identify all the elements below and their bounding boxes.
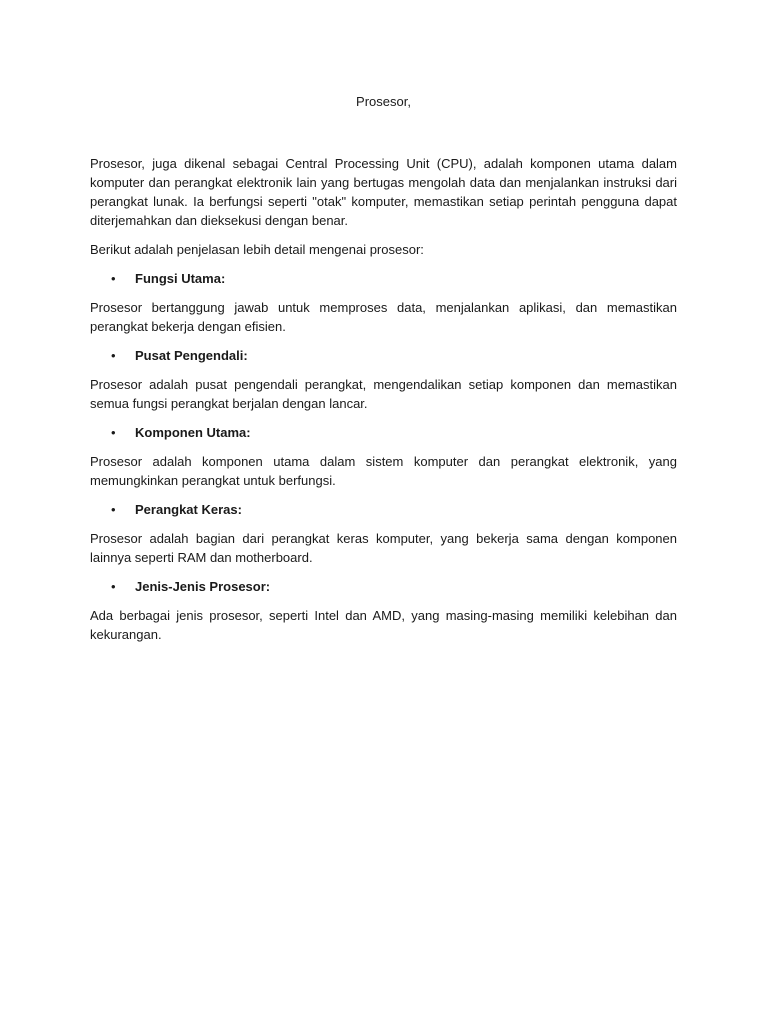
section-heading-label: Fungsi Utama: bbox=[135, 271, 226, 286]
document-body bbox=[90, 92, 677, 654]
bullet-icon: • bbox=[111, 425, 116, 440]
section-paragraph-pusat-pengendali: Prosesor adalah pusat pengendali perangkat, mengendalikan setiap komponen dan memastikan semua fungsi perangkat berjalan dengan lancar. bbox=[90, 377, 677, 411]
intro-paragraph: Prosesor, juga dikenal sebagai Central Processing Unit (CPU), adalah komponen utama dalam komputer dan perangkat elektronik lain yang bertugas mengolah data dan menjalankan instruksi dari perangkat lunak. Ia berfungsi seperti "otak" komputer, memastikan setiap perintah pengguna dapat diterjemahkan dan dieksekusi dengan benar. bbox=[90, 156, 677, 228]
section-paragraph-perangkat-keras: Prosesor adalah bagian dari perangkat keras komputer, yang bekerja sama dengan komponen lainnya seperti RAM dan motherboard. bbox=[90, 531, 677, 565]
section-heading-fungsi-utama bbox=[90, 269, 677, 288]
section-paragraph-komponen-utama: Prosesor adalah komponen utama dalam sistem komputer dan perangkat elektronik, yang memungkinkan perangkat untuk berfungsi. bbox=[90, 454, 677, 488]
section-heading-label: Perangkat Keras: bbox=[135, 502, 242, 517]
section-paragraph-jenis-jenis-prosesor: Ada berbagai jenis prosesor, seperti Intel dan AMD, yang masing-masing memiliki kelebihan dan kekurangan. bbox=[90, 608, 677, 642]
bullet-icon: • bbox=[111, 271, 116, 286]
section-heading-komponen-utama bbox=[90, 423, 677, 442]
section-heading-label: Pusat Pengendali: bbox=[135, 348, 248, 363]
section-paragraph-fungsi-utama: Prosesor bertanggung jawab untuk memproses data, menjalankan aplikasi, dan memastikan perangkat bekerja dengan efisien. bbox=[90, 300, 677, 334]
lead-paragraph: Berikut adalah penjelasan lebih detail mengenai prosesor: bbox=[90, 242, 424, 257]
bullet-icon: • bbox=[111, 348, 116, 363]
section-heading-label: Jenis-Jenis Prosesor: bbox=[135, 579, 271, 594]
bullet-icon: • bbox=[111, 579, 116, 594]
section-heading-label: Komponen Utama: bbox=[135, 425, 251, 440]
document-title: Prosesor, bbox=[356, 94, 411, 109]
section-heading-perangkat-keras bbox=[90, 500, 677, 519]
bullet-icon: • bbox=[111, 502, 116, 517]
section-heading-pusat-pengendali bbox=[90, 346, 677, 365]
section-heading-jenis-jenis-prosesor bbox=[90, 577, 677, 596]
